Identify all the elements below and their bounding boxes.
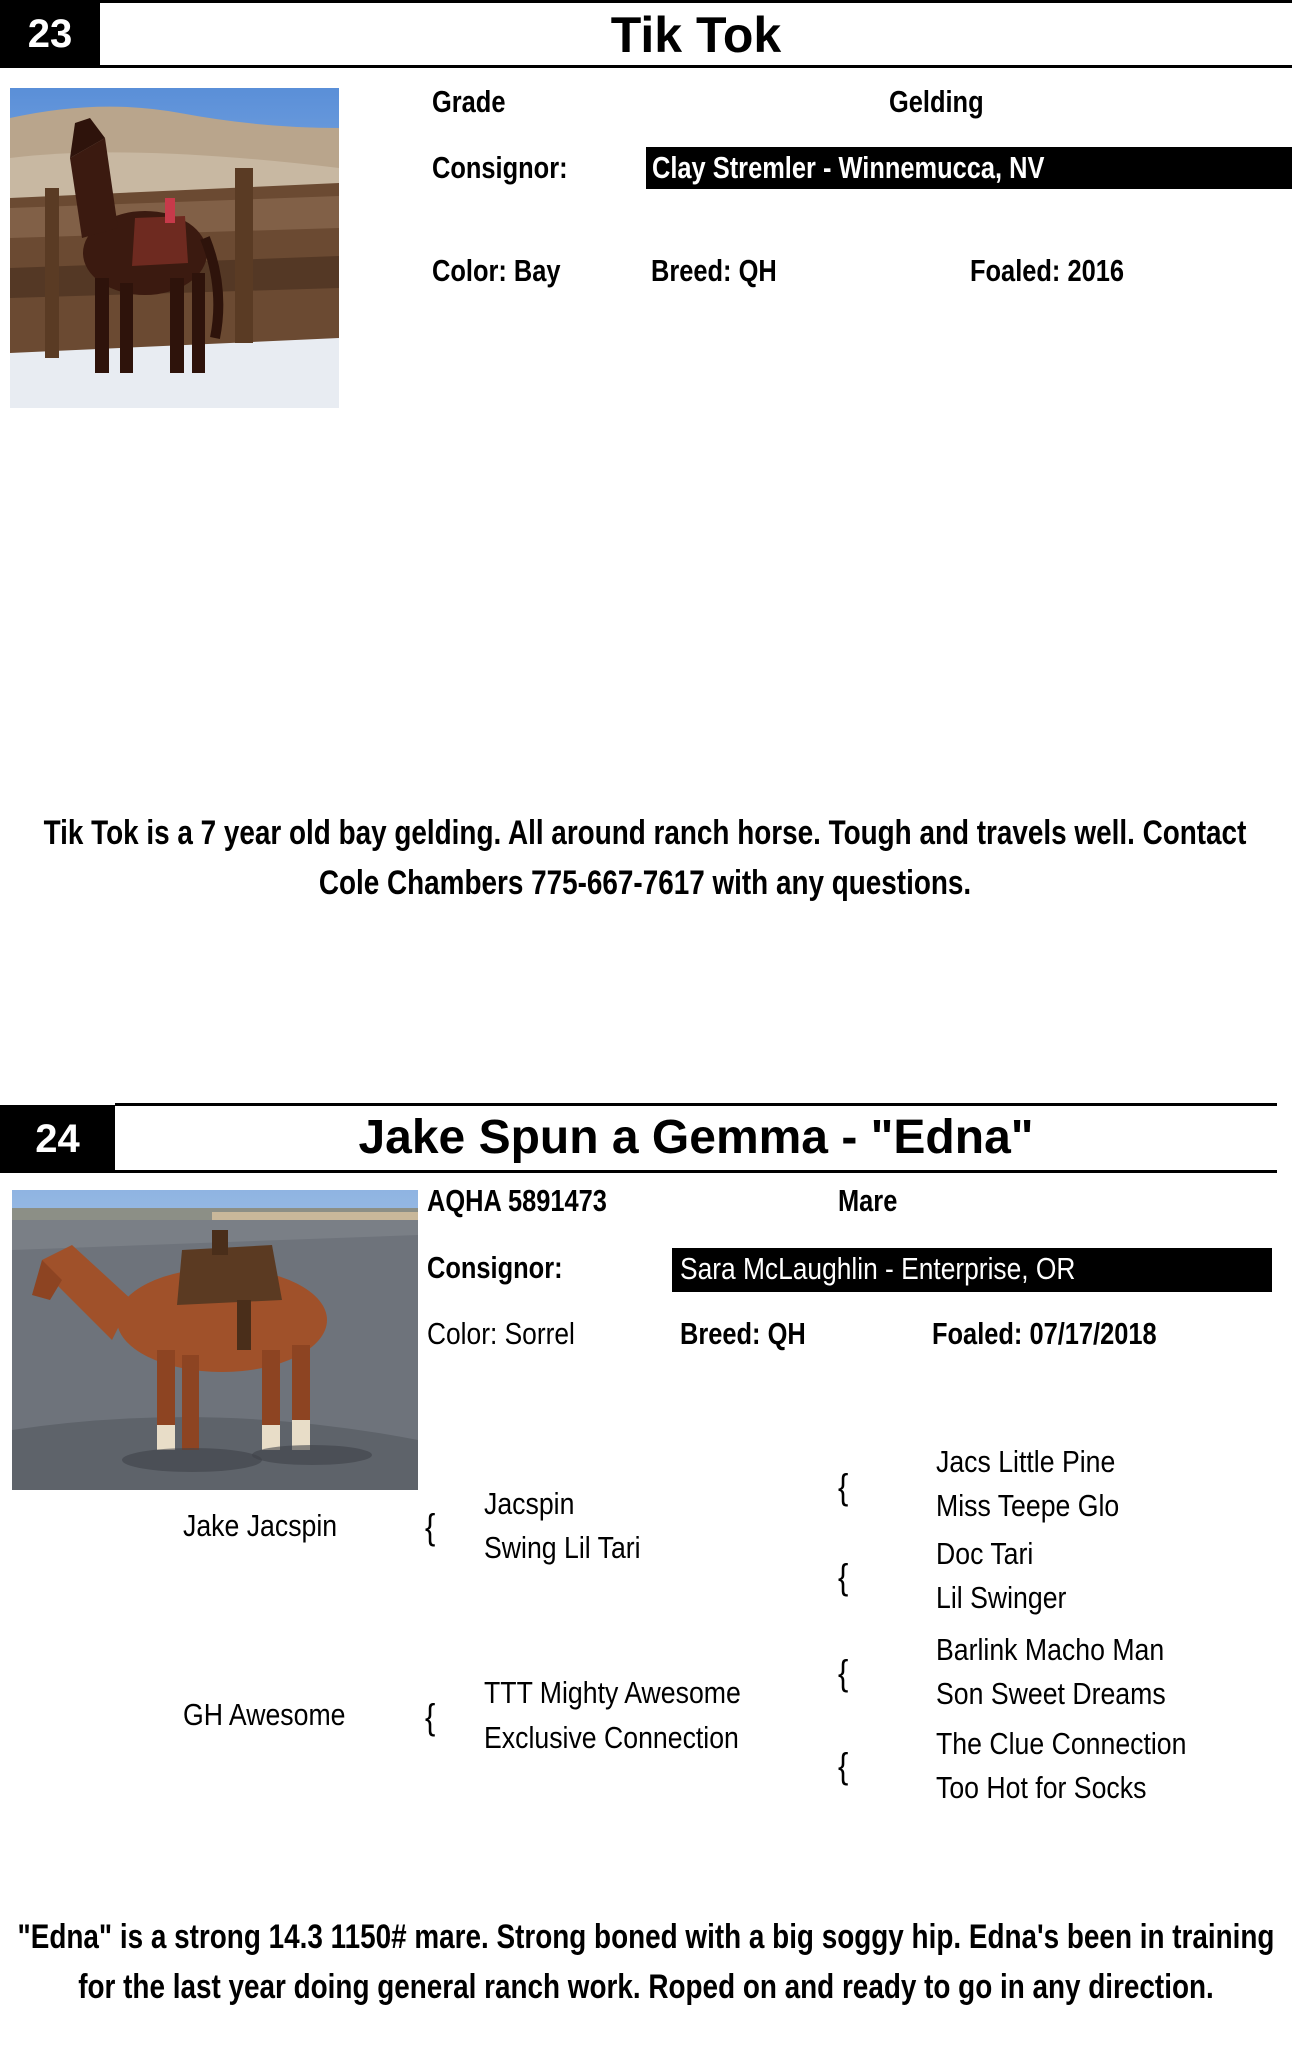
pedigree-g3: Lil Swinger (936, 1580, 1067, 1615)
horse-photo-image (10, 88, 339, 408)
pedigree-sire-dam: Swing Lil Tari (484, 1530, 641, 1565)
pedigree-brace: { (838, 1466, 849, 1507)
consignor-label: Consignor: (427, 1250, 563, 1285)
pedigree-dam-sire: TTT Mighty Awesome (484, 1675, 741, 1710)
horse-name: Jake Spun a Gemma - "Edna" (358, 1111, 1034, 1164)
pedigree-brace: { (425, 1696, 436, 1737)
pedigree-g3: Barlink Macho Man (936, 1632, 1165, 1667)
registration: Grade (432, 84, 506, 119)
horse-photo (12, 1190, 418, 1490)
pedigree-brace: { (838, 1556, 849, 1597)
pedigree-brace: { (838, 1745, 849, 1786)
breed: Breed: QH (651, 253, 777, 288)
pedigree-sire: Jake Jacspin (183, 1508, 338, 1543)
foaled: Foaled: 2016 (970, 253, 1125, 288)
description: "Edna" is a strong 14.3 1150# mare. Strong boned with a big soggy hip. Edna's been in training for the last year doing general ranch work. Roped on and ready to go in any direction. (17, 1918, 1275, 2006)
pedigree-sire-sire: Jacspin (484, 1486, 575, 1521)
sex: Gelding (889, 84, 984, 119)
lot-number: 23 (0, 0, 100, 68)
pedigree-brace: { (425, 1506, 436, 1547)
breed: Breed: QH (680, 1316, 806, 1351)
registration: AQHA 5891473 (427, 1183, 607, 1218)
horse-name: Tik Tok (610, 7, 782, 63)
horse-photo (10, 88, 339, 408)
sex: Mare (838, 1183, 898, 1218)
pedigree-g3: Jacs Little Pine (936, 1444, 1116, 1479)
pedigree-g3: Miss Teepe Glo (936, 1488, 1120, 1523)
description: Tik Tok is a 7 year old bay gelding. All around ranch horse. Tough and travels well. Contact Cole Chambers 775-667-7617 with any questions. (43, 814, 1247, 902)
color: Color: Sorrel (427, 1316, 575, 1351)
consignor-value: Sara McLaughlin - Enterprise, OR (680, 1251, 1076, 1286)
pedigree-brace: { (838, 1652, 849, 1693)
lot-number: 24 (0, 1105, 115, 1173)
pedigree-g3: Too Hot for Socks (936, 1770, 1147, 1805)
pedigree-g3: The Clue Connection (936, 1726, 1187, 1761)
consignor-label: Consignor: (432, 150, 568, 185)
pedigree-g3: Son Sweet Dreams (936, 1676, 1166, 1711)
pedigree-dam: GH Awesome (183, 1697, 346, 1732)
pedigree-g3: Doc Tari (936, 1536, 1034, 1571)
consignor-value: Clay Stremler - Winnemucca, NV (652, 150, 1045, 185)
pedigree-dam-dam: Exclusive Connection (484, 1720, 739, 1755)
foaled: Foaled: 07/17/2018 (932, 1316, 1157, 1351)
color: Color: Bay (432, 253, 561, 288)
horse-photo-image (12, 1190, 418, 1490)
